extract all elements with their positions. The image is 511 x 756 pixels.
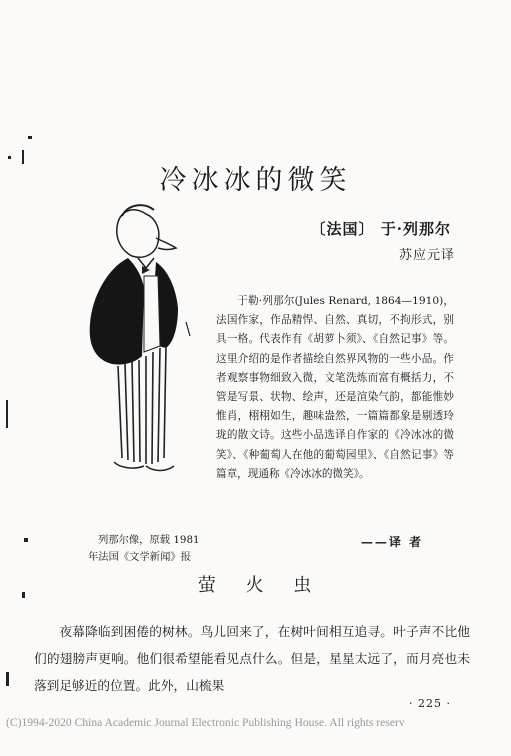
translator-signature: ——译 者 [360, 535, 423, 549]
caption-line-2: 年法国《文学新闻》报 [88, 551, 191, 563]
translator-line: 苏应元译 [398, 248, 455, 263]
article-title: 冷冰冰的微笑 [159, 165, 352, 196]
scan-speck [24, 538, 28, 542]
author-portrait-illustration [84, 196, 204, 486]
scan-speck [22, 150, 24, 164]
author-introduction: 于勒·列那尔(Jules Renard, 1864—1910)，法国作家，作品精悍、自然、真切，不拘形式，别具一格。代表作有《胡萝卜须》、《自然记事》等。这里介绍的是作者描绘自然界风物的一些小品。作者观察事物细致入微，文笔洗炼而富有概括力，不管是写景、状物、绘声，还是渲染气韵，都能惟妙惟肖，栩栩如生，趣味盎然，一篇篇都象是剔透玲珑的散文诗。这些小品选译自作家的《冷冰冰的微笑》、《种葡萄人在他的葡萄园里》、《自然记事》等篇章，现通称《冷冰冰的微笑》。 [216, 295, 454, 480]
section-title: 萤 火 虫 [197, 575, 324, 596]
scan-speck [6, 400, 8, 428]
scan-speck [22, 592, 25, 598]
copyright-footer: (C)1994-2020 China Academic Journal Electronic Publishing House. All rights reserv [6, 716, 405, 729]
caption-line-1: 列那尔像，原载 1981 [98, 534, 200, 546]
page-number: · 225 · [409, 697, 451, 710]
body-text: 夜幕降临到困倦的树林。鸟儿回来了，在树叶间相互追寻。叶子声不比他们的翅膀声更响。他们很希望能看见点什么。但是，星星太远了，而月亮也未落到足够近的位置。此外，山梳果 [34, 624, 470, 693]
author-line: 〔法国〕 于·列那尔 [310, 220, 451, 238]
portrait-caption [88, 532, 218, 566]
scan-speck [6, 672, 9, 686]
scan-speck [8, 156, 11, 159]
scan-speck [28, 136, 32, 139]
